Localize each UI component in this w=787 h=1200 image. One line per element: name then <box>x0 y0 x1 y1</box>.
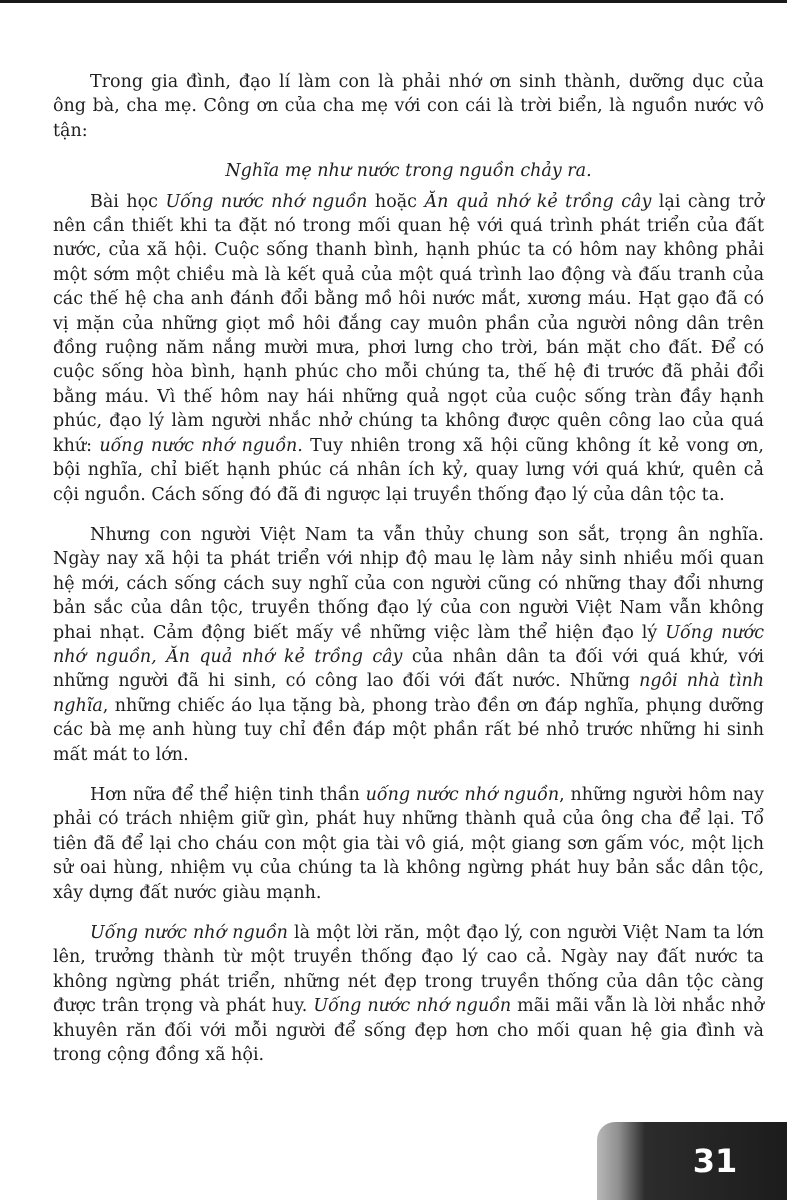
paragraph-2-text-2: hoặc <box>367 191 425 212</box>
paragraph-5-italic-1: Uống nước nhớ nguồn <box>90 923 288 943</box>
paragraph-5 <box>53 921 764 1067</box>
paragraph-3 <box>53 523 764 767</box>
paragraph-2-italic-2: Ăn quả nhớ kẻ trồng cây <box>424 191 652 212</box>
paragraph-4 <box>53 783 764 905</box>
paragraph-3-text-3: , những chiếc áo lụa tặng bà, phong trào đền ơn đáp nghĩa, phụng dưỡng các bà mẹ anh hùng tuy chỉ đền đáp một phần rất bé nhỏ trước những hi sinh mất mát to lớn. <box>53 695 764 765</box>
paragraph-2-text-1: Bài học <box>90 191 166 212</box>
page-body <box>53 70 764 1067</box>
paragraph-4-italic-1: uống nước nhớ nguồn <box>365 784 560 805</box>
paragraph-2 <box>53 190 764 507</box>
paragraph-2-italic-1: Uống nước nhớ nguồn <box>165 191 368 212</box>
paragraph-4-text-1: Hơn nữa để thể hiện tinh thần <box>90 784 366 805</box>
paragraph-2-italic-3: uống nước nhớ nguồn. <box>99 435 303 456</box>
quote-line: Nghĩa mẹ như nước trong nguồn chảy ra. <box>225 161 592 182</box>
paragraph-3-text-1: Nhưng con người Việt Nam ta vẫn thủy chung son sắt, trọng ân nghĩa. Ngày nay xã hội ta phát triển với nhịp độ mau lẹ làm nảy sinh nhiều mối quan hệ mới, cách sống cách suy nghĩ của con người cũng có những thay đổi nhưng bản sắc của dân tộc, truyền thống đạo lý của con người Việt Nam vẫn không phai nhạt. Cảm động biết mấy về những việc làm thể hiện đạo lý <box>53 524 764 643</box>
top-rule <box>0 0 787 3</box>
paragraph-3-italic-1: Uống nước nhớ nguồn, Ăn quả nhớ kẻ trồng cây <box>53 622 764 667</box>
page-number: 31 <box>692 1142 738 1180</box>
paragraph-1: Trong gia đình, đạo lí làm con là phải nhớ ơn sinh thành, dưỡng dục của ông bà, cha mẹ. Công ơn của cha mẹ với con cái là trời biển, là nguồn nước vô tận: <box>53 72 764 141</box>
paragraph-5-text-1: là một lời răn, một đạo lý, con người Việt Nam ta lớn lên, trưởng thành từ một truyền thống đạo lý cao cả. Ngày nay đất nước ta không ngừng phát triển, những nét đẹp trong truyền thống của dân tộc càng được trân trọng và phát huy. <box>53 923 764 1017</box>
paragraph-3-text-2: của nhân dân ta đối với quá khứ, với những người đã hi sinh, có công lao đối với đất nước. Những <box>53 646 764 692</box>
paragraph-5-italic-2: Uống nước nhớ nguồn <box>313 996 512 1017</box>
paragraph-4-text-2: , những người hôm nay phải có trách nhiệm giữ gìn, phát huy những thành quả của ông cha để lại. Tổ tiên đã để lại cho cháu con một gia tài vô giá, một giang sơn gấm vóc, một lịch sử oai hùng, nhiệm vụ của chúng ta là không ngừng phát huy bản sắc dân tộc, xây dựng đất nước giàu mạnh. <box>53 784 764 903</box>
paragraph-2-text-3: lại càng trở nên cần thiết khi ta đặt nó trong mối quan hệ với quá trình phát triển của đất nước, của xã hội. Cuộc sống thanh bình, hạnh phúc ta có hôm nay không phải một sớm một chiều mà là kết quả của một quá trình lao động và đấu tranh của các thế hệ cha anh đánh đổi bằng mồ hôi nước mắt, xương máu. Hạt gạo đã có vị mặn của những giọt mồ hôi đắng cay muôn phần của người nông dân trên đồng ruộng năm nắng mười mưa, phơi lưng cho trời, bán mặt cho đất. Để có cuộc sống hòa bình, hạnh phúc cho mỗi chúng ta, thế hệ đi trước đã phải đổi bằng máu. Vì thế hôm nay hái những quả ngọt của cuộc sống tràn đầy hạnh phúc, đạo lý làm người nhắc nhở chúng ta không được quên công lao của quá khứ: <box>53 191 764 456</box>
paragraph-5-text-2: mãi mãi vẫn là lời nhắc nhở khuyên răn đối với mỗi người để sống đẹp hơn cho mối quan hệ gia đình và trong cộng đồng xã hội. <box>53 996 765 1066</box>
paragraph-3-italic-2: ngôi nhà tình nghĩa <box>53 671 764 716</box>
paragraph-2-text-4: Tuy nhiên trong xã hội cũng không ít kẻ vong ơn, bội nghĩa, chỉ biết hạnh phúc cá nhân ích kỷ, quay lưng với quá khứ, quên cả cội nguồn. Cách sống đó đã đi ngược lại truyền thống đạo lý của dân tộc ta. <box>53 435 764 505</box>
